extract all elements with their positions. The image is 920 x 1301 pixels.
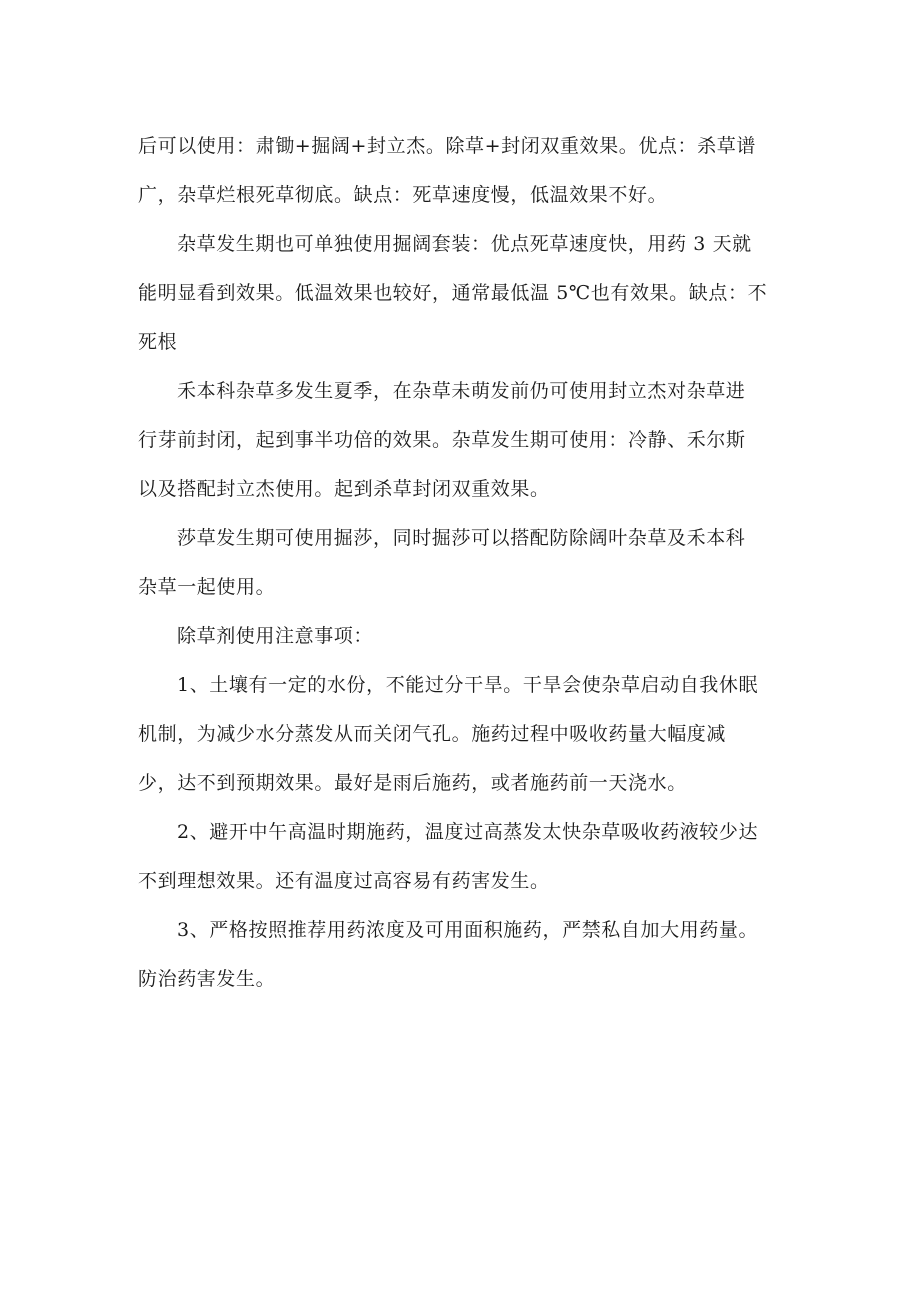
text-line: 不到理想效果。还有温度过高容易有药害发生。: [138, 870, 550, 892]
paragraph-6: [138, 661, 788, 808]
text-line: 行芽前封闭，起到事半功倍的效果。杂草发生期可使用：冷静、禾尔斯: [138, 429, 746, 451]
text-line: 能明显看到效果。低温效果也较好，通常最低温 5℃也有效果。缺点：不: [138, 282, 768, 304]
text-line: 后可以使用：肃锄+掘阔+封立杰。除草+封闭双重效果。优点：杀草谱: [138, 135, 756, 157]
text-line: 防治药害发生。: [138, 968, 276, 990]
paragraph-3: [138, 367, 788, 514]
text-line: 1、土壤有一定的水份，不能过分干旱。干旱会使杂草启动自我休眠: [177, 674, 759, 696]
text-line: 2、避开中午高温时期施药，温度过高蒸发太快杂草吸收药液较少达: [177, 821, 759, 843]
document-body: [138, 122, 788, 1004]
text-line: 机制，为减少水分蒸发从而关闭气孔。施药过程中吸收药量大幅度减: [138, 723, 727, 745]
text-line: 禾本科杂草多发生夏季，在杂草未萌发前仍可使用封立杰对杂草进: [177, 380, 746, 402]
paragraph-1: [138, 122, 788, 220]
section-heading: 除草剂使用注意事项：: [177, 625, 374, 647]
text-line: 以及搭配封立杰使用。起到杀草封闭双重效果。: [138, 478, 550, 500]
text-line: 杂草发生期也可单独使用掘阔套装：优点死草速度快，用药 3 天就: [177, 233, 752, 255]
text-line: 3、严格按照推荐用药浓度及可用面积施药，严禁私自加大用药量。: [177, 919, 759, 941]
text-line: 莎草发生期可使用掘莎，同时掘莎可以搭配防除阔叶杂草及禾本科: [177, 527, 746, 549]
paragraph-8: [138, 906, 788, 1004]
text-line: 杂草一起使用。: [138, 576, 276, 598]
paragraph-7: [138, 808, 788, 906]
text-line: 死根: [138, 331, 178, 353]
text-line: 少，达不到预期效果。最好是雨后施药，或者施药前一天浇水。: [138, 772, 687, 794]
paragraph-4: [138, 514, 788, 612]
text-line: 广，杂草烂根死草彻底。缺点：死草速度慢，低温效果不好。: [138, 184, 668, 206]
paragraph-2: [138, 220, 788, 367]
paragraph-5-heading: [138, 612, 788, 661]
